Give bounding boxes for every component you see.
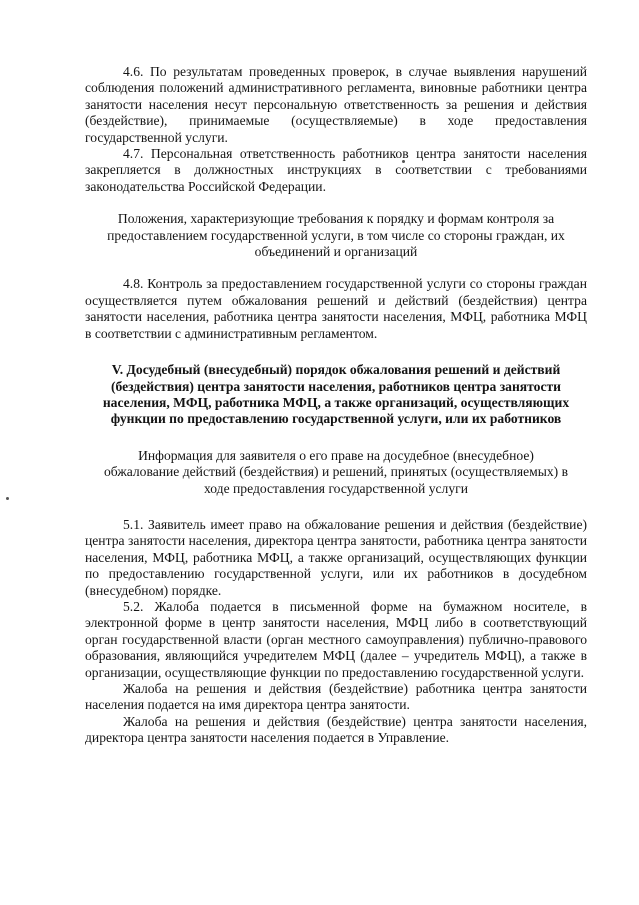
document-body (85, 64, 587, 747)
section-v-title: V. Досудебный (внесудебный) порядок обжалования решений и действий (бездействия) центра занятости населения, работников центра занятости населения, МФЦ, работника МФЦ, а также организаций, осуществляющих функции по предоставлению государственной услуги, или их работников (102, 362, 570, 427)
paragraph-5-1: 5.1. Заявитель имеет право на обжалование решения и действия (бездействие) центра занятости населения, директора центра занятости, работника центра занятости населения, МФЦ, работника МФЦ, а также организаций, осуществляющих функции по предоставлению государственной услуги, или их работников в досудебном (внесудебном) порядке. (85, 516, 587, 598)
paragraph-4-6: 4.6. По результатам проведенных проверок, в случае выявления нарушений соблюдения положений административного регламента, виновные работники центра занятости населения несут персональную ответственность за решения и действия (бездействие), принимаемые (осуществляемые) в ходе предоставления государственной услуги. (85, 64, 587, 145)
paragraph-4-7: 4.7. Персональная ответственность работников центра занятости населения закрепляется в должностных инструкциях в соответствии с требованиями законодательства Российской Федерации. (85, 146, 587, 194)
paragraph-4-8: 4.8. Контроль за предоставлением государственной услуги со стороны граждан осуществляется путем обжалования решений и действий (бездействия) центра занятости населения, работника центра занятости населения, МФЦ, работника МФЦ в соответствии с административным регламентом. (85, 276, 587, 341)
scan-speck (6, 497, 9, 500)
paragraph-complaint-director: Жалоба на решения и действия (бездействие) центра занятости населения, директора центра занятости населения подается в Управление. (85, 713, 587, 746)
paragraph-5-2: 5.2. Жалоба подается в письменной форме на бумажном носителе, в электронной форме в центр занятости населения, МФЦ либо в соответствующий орган государственной власти (орган местного самоуправления) публично-правового образования, являющийся учредителем МФЦ (далее – учредитель МФЦ), а также в организации, осуществляющие функции по предоставлению государственной услуги. (85, 598, 587, 680)
heading-control-provisions: Положения, характеризующие требования к порядку и формам контроля за предоставлением государственной услуги, в том числе со стороны граждан, их объединений и организаций (107, 211, 565, 260)
heading-applicant-info: Информация для заявителя о его праве на досудебное (внесудебное) обжалование действий (бездействия) и решений, принятых (осуществляемых) в ходе предоставления государственной услуги (103, 447, 569, 496)
paragraph-complaint-worker: Жалоба на решения и действия (бездействие) работника центра занятости населения подается на имя директора центра занятости. (85, 681, 587, 713)
